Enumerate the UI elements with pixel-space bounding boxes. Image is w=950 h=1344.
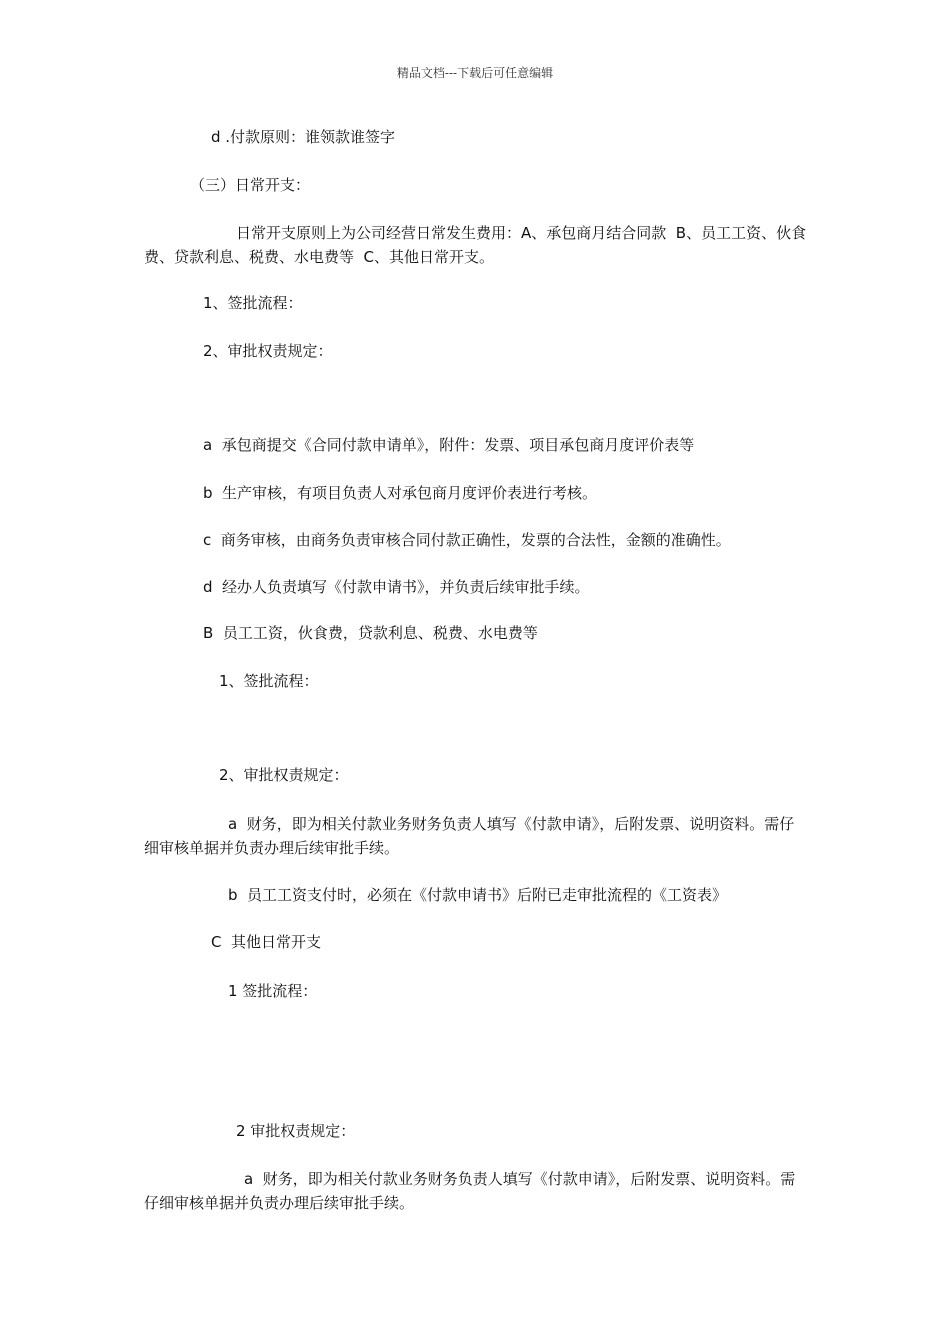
list-item: d 经办人负责填写《付款申请书》，并负责后续审批手续。: [203, 578, 590, 596]
list-item: a 承包商提交《合同付款申请单》，附件：发票、项目承包商月度评价表等: [203, 436, 695, 454]
payment-principle: d .付款原则：谁领款谁签字: [211, 128, 396, 146]
section-title-c: C 其他日常开支: [211, 933, 322, 951]
sign-flow-heading: 1、签批流程：: [219, 672, 319, 690]
section-title-daily-expenses: （三）日常开支：: [190, 176, 311, 194]
daily-expense-intro: 日常开支原则上为公司经营日常发生费用：A、承包商月结合同款 B、员工工资、伙食费、贷款利息、税费、水电费等 C、其他日常开支。: [144, 224, 807, 266]
list-item: b 生产审核，有项目负责人对承包商月度评价表进行考核。: [203, 484, 598, 502]
list-item: a 财务，即为相关付款业务财务负责人填写《付款申请》，后附发票、说明资料。需仔细审核单据并负责办理后续审批手续。: [144, 815, 795, 857]
list-item: b 员工工资支付时，必须在《付款申请书》后附已走审批流程的《工资表》: [228, 886, 728, 904]
list-item: a 财务，即为相关付款业务财务负责人填写《付款申请》，后附发票、说明资料。需仔细审核单据并负责办理后续审批手续。: [144, 1170, 796, 1212]
list-item: c 商务审核，由商务负责审核合同付款正确性，发票的合法性，金额的准确性。: [203, 531, 731, 549]
sign-flow-heading: 1 签批流程：: [228, 982, 318, 1000]
approval-rules-heading: 2 审批权责规定：: [236, 1122, 356, 1140]
page-header: 精品文档---下载后可任意编辑: [396, 66, 554, 80]
section-title-b: B 员工工资，伙食费，贷款利息、税费、水电费等: [203, 624, 538, 642]
sign-flow-heading: 1、签批流程：: [203, 294, 303, 312]
approval-rules-heading: 2、审批权责规定：: [203, 342, 333, 360]
approval-rules-heading: 2、审批权责规定：: [219, 766, 349, 784]
